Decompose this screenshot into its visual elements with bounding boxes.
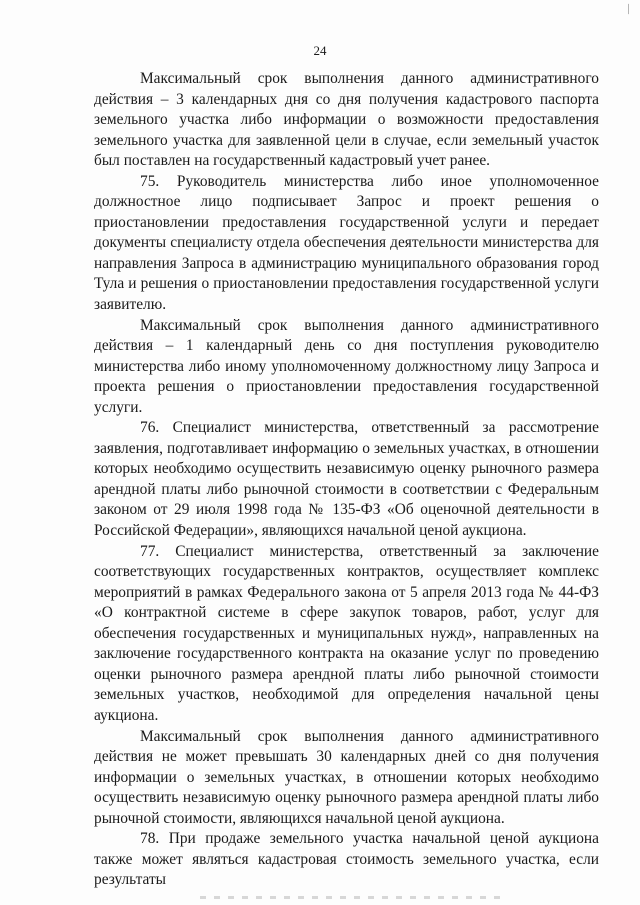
paragraph-77: 77. Специалист министерства, ответственный за заключение соответствующих государственных контрактов, осуществляет комплекс мероприятий в рамках Федерального закона от 5 апреля 2013 года № 44-ФЗ «О контрактной системе в сфере закупок товаров, работ, услуг для обеспечения государственных и муниципальных нужд», направленных на заключение государственного контракта на оказание услуг по проведению оценки рыночного размера арендной платы либо рыночной стоимости земельных участков, необходимой для определения начальной цены аукциона. [94,542,599,724]
paragraph-deadline-30-days: Максимальный срок выполнения данного административного действия не может превышать 30 календарных дней со дня получения информации о земельных участках, в отношении которых необходимо осуществить независимую оценку рыночного размера арендной платы либо рыночной стоимости, являющихся начальной ценой аукциона. [94,727,599,827]
paragraph-78: 78. При продаже земельного участка начальной ценой аукциона также может являться кадастровая стоимость земельного участка, если результаты [94,830,599,889]
paragraph-75: 75. Руководитель министерства либо иное уполномоченное должностное лицо подписывает Запрос и проект решения о приостановлении предоставления государственной услуги и передает документы специалисту отдела обеспечения деятельности министерства для направления Запроса в администрацию муниципального образования город Тула и решения о приостановлении предоставления государственной услуги заявителю. [94,172,599,314]
body-text [94,69,599,891]
page-number: 24 [313,43,327,58]
paragraph-76: 76. Специалист министерства, ответственный за рассмотрение заявления, подготавливает информацию о земельных участках, в отношении которых необходимо осуществить независимую оценку рыночного размера арендной платы либо рыночной стоимости в соответствии с Федеральным законом от 29 июля 1998 года № 135-ФЗ «Об оценочной деятельности в Российской Федерации», являющихся начальной ценой аукциона. [94,419,599,540]
scan-artifact [200,896,500,899]
paragraph-deadline-1-day: Максимальный срок выполнения данного административного действия – 1 календарный день со дня поступления руководителю министерства либо иному уполномоченному должностному лицу Запроса и проекта решения о приостановлении предоставления государственной услуги. [94,316,599,416]
paragraph-deadline-3-days: Максимальный срок выполнения данного административного действия – 3 календарных дня со дня получения кадастрового паспорта земельного участка либо информации о возможности предоставления земельного участка для заявленной цели в случае, если земельный участок был поставлен на государственный кадастровый учет ранее. [94,70,599,170]
edge-mark: — [623,4,634,14]
